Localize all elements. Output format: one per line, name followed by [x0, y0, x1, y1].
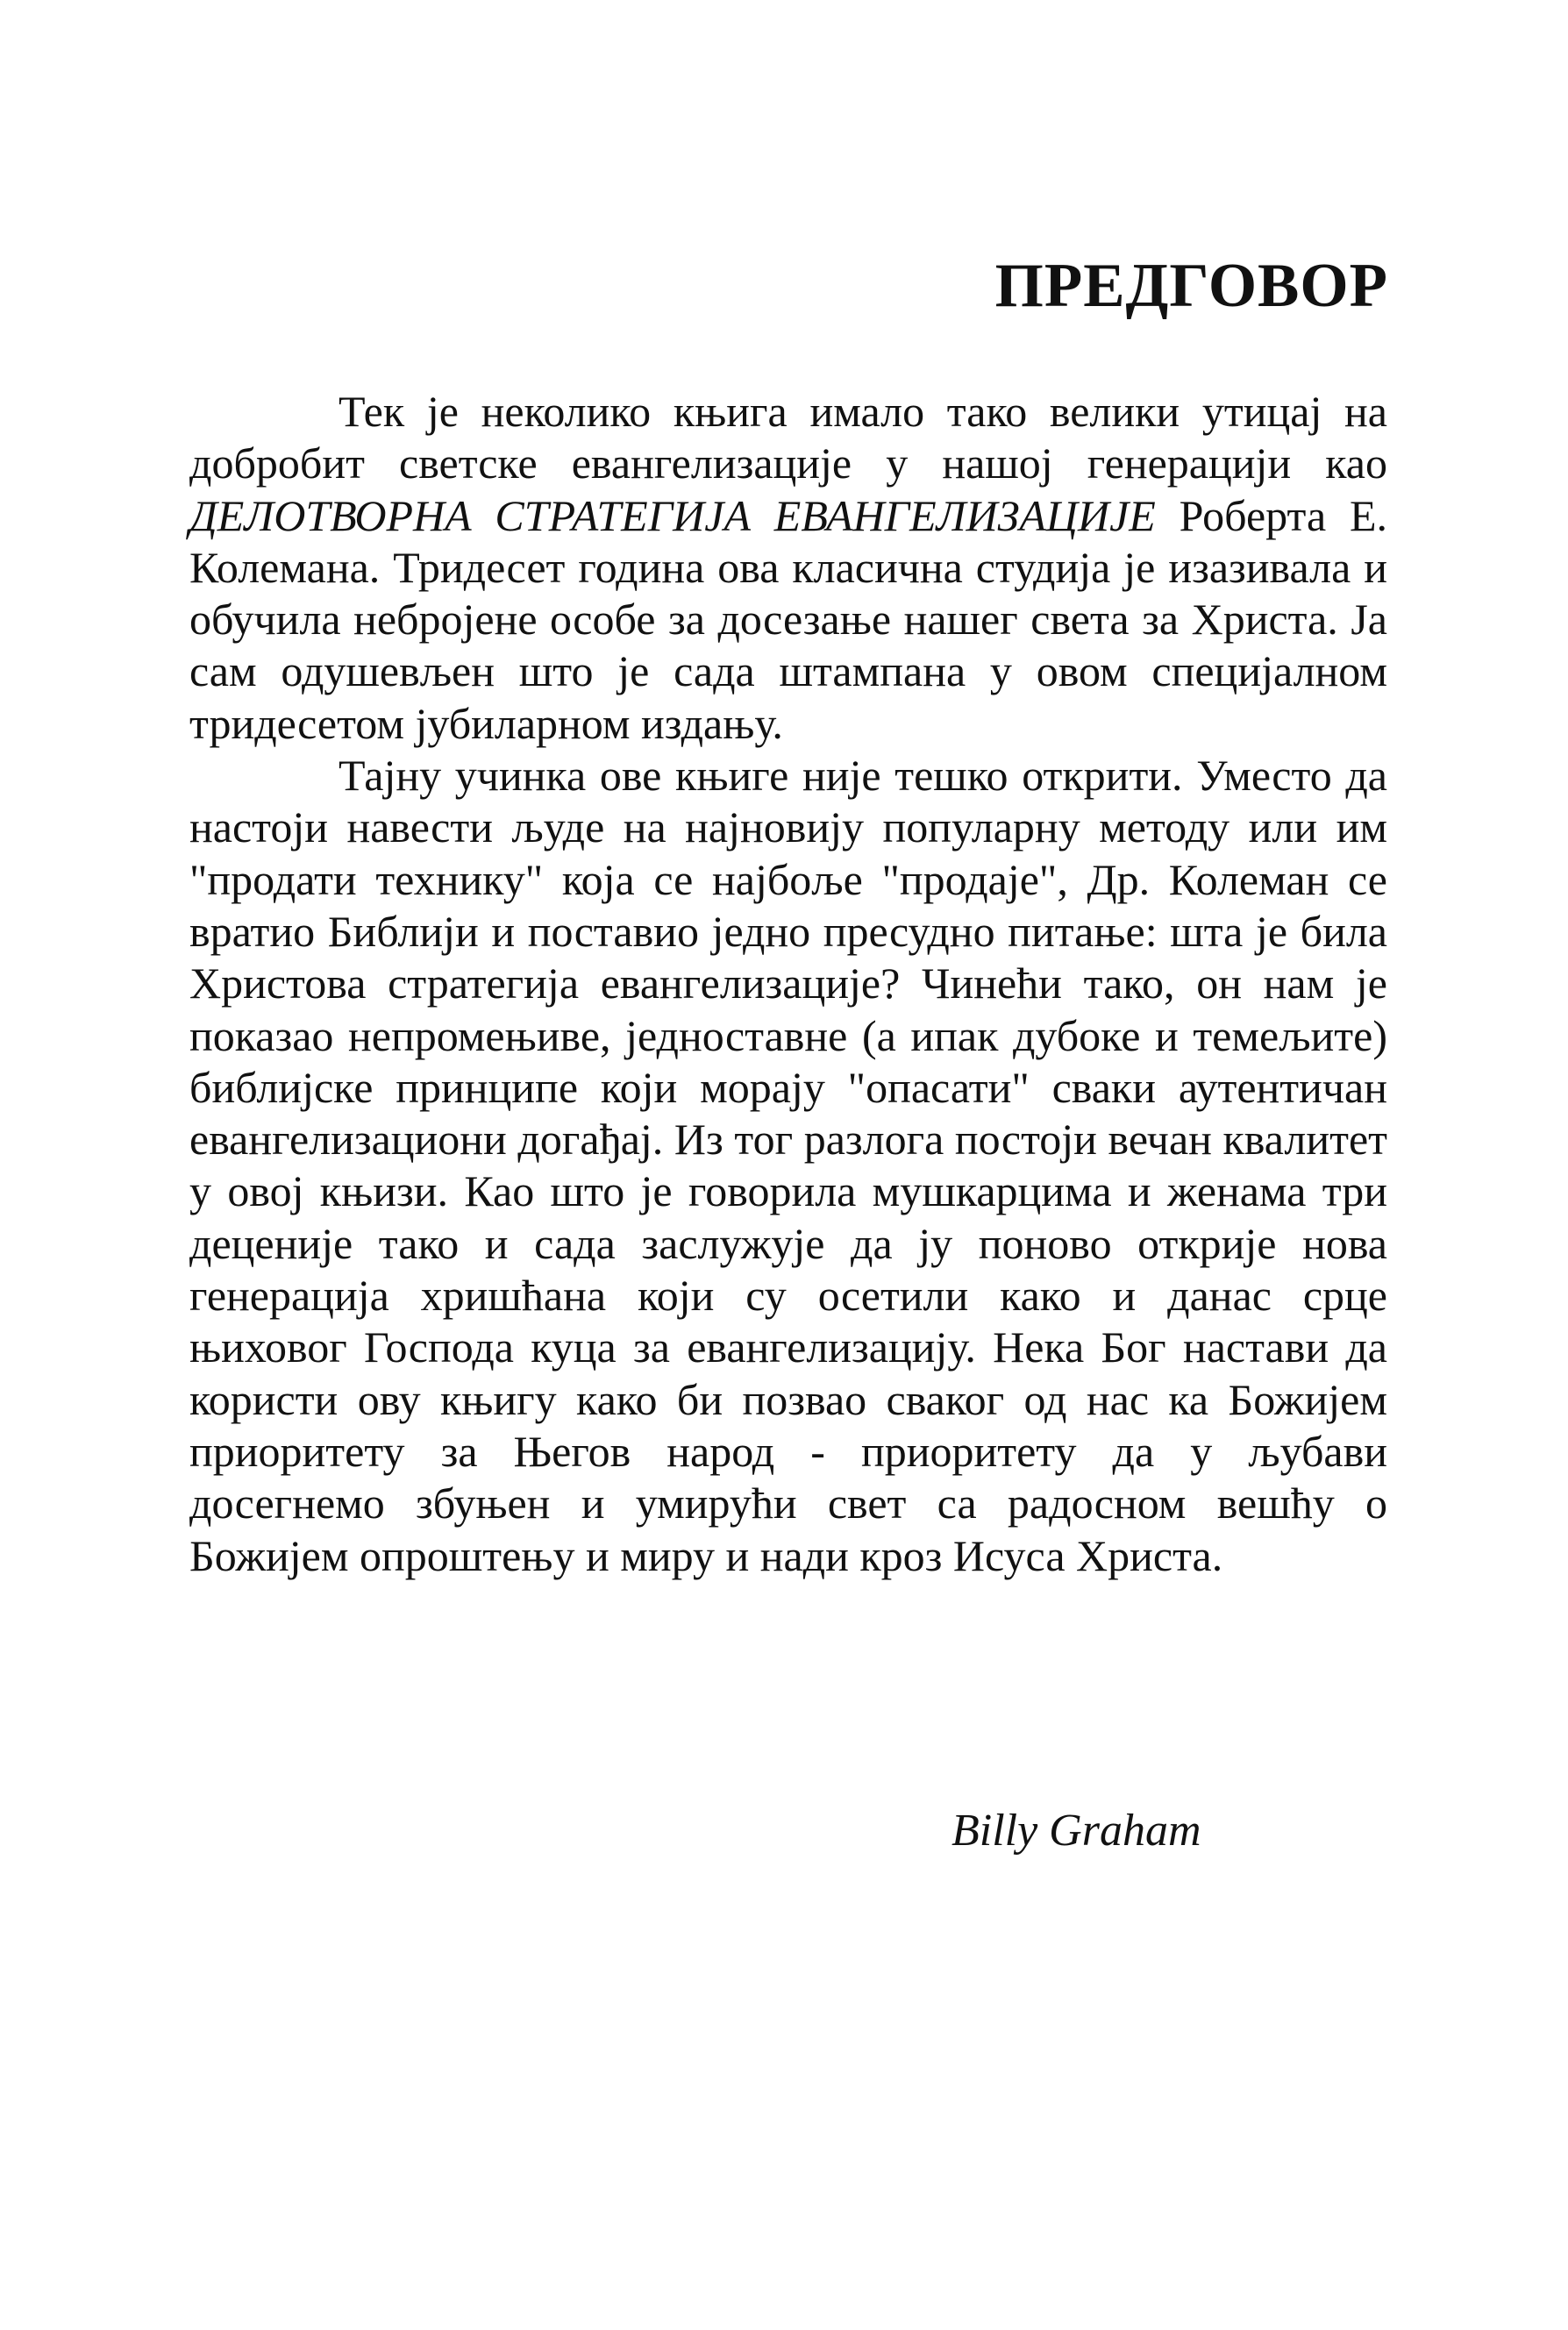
page-title: ПРЕДГОВОР [994, 252, 1388, 320]
book-title-italic: ДЕЛОТВОРНА СТРАТЕГИЈА ЕВАНГЕЛИЗАЦИЈЕ [189, 490, 1156, 540]
paragraph-1-text-start: Тек је неколико књига имало тако велики утицај на добробит светске евангелизације у нашој генерацији као [189, 387, 1387, 488]
paragraph-1 [189, 386, 1387, 750]
foreword-body [189, 386, 1387, 1582]
author-signature: Billy Graham [951, 1806, 1201, 1856]
paragraph-2: Тајну учинка ове књиге није тешко открити. Уместо да настоји навести људе на најновију популарну методу или им "продати технику" која се најбоље "продаје", Др. Колеман се вратио Библији и поставио једно пресудно питање: шта је била Христова стратегија евангелизације? Чинећи тако, он нам је показао непромењиве, једноставне (а ипак дубоке и темељите) библијске принципе који морају "опасати" сваки аутентичан евангелизациони догађај. Из тог разлога постоји вечан квалитет у овој књизи. Као што је говорила мушкарцима и женама три деценије тако и сада заслужује да ју поново открије нова генерација хришћана који су осетили како и данас срце њиховог Господа куца за евангелизацију. Нека Бог настави да користи ову књигу како би позвао сваког од нас ка Божијем приоритету за Његов народ - приоритету да у љубави досегнемо збуњен и умирући свет са радосном вешћу о Божијем опроштењу и миру и нади кроз Исуса Христа. [189, 751, 1387, 1580]
paragraph-1-text-end: Роберта Е. Колемана. Тридесет година ова класична студија је изазивала и обучила небројене особе за досезање нашег света за Христа. Ја сам одушевљен што је сада штампана у овом специјалном тридесетом јубиларном издању. [189, 490, 1387, 748]
